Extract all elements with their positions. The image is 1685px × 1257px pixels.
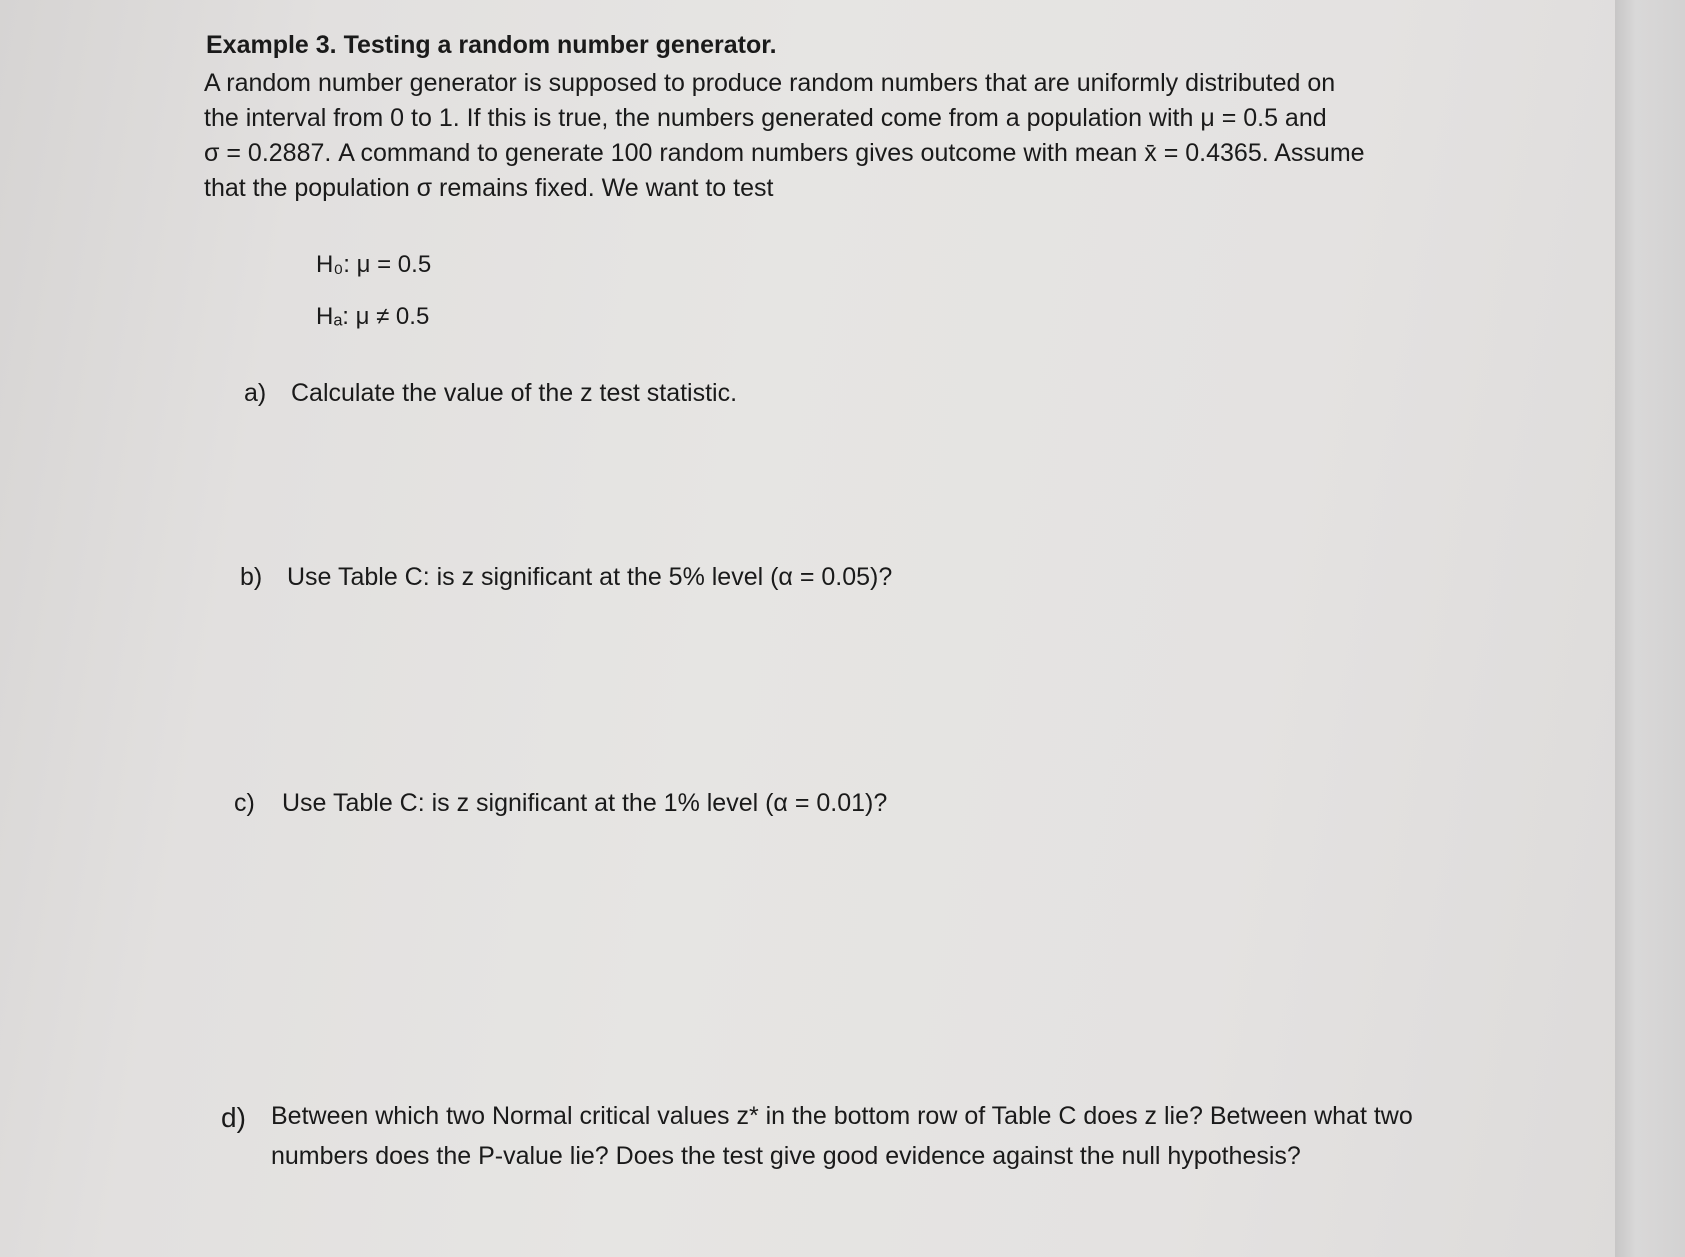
question-d-letter: d) — [221, 1102, 246, 1133]
question-a-letter: a) — [244, 379, 267, 407]
intro-line-1: A random number generator is supposed to produce random numbers that are uniformly distributed on — [204, 69, 1336, 97]
intro-line-3: σ = 0.2887. A command to generate 100 random numbers gives outcome with mean x̄ = 0.4365. Assume — [204, 139, 1365, 167]
question-b-letter: b) — [240, 563, 263, 591]
question-d-text: Between which two Normal critical values z* in the bottom row of Table C does z lie? Between what two numbers does the P-value lie? Does the test give good evidence against the null hypothesis? — [271, 1102, 1413, 1170]
question-c-text: Use Table C: is z significant at the 1% level (α = 0.01)? — [282, 789, 888, 817]
intro-line-4: that the population σ remains fixed. We want to test — [204, 174, 774, 202]
question-c-letter: c) — [234, 789, 255, 817]
question-a-text: Calculate the value of the z test statistic. — [291, 379, 738, 407]
alternative-hypothesis: Hₐ: μ ≠ 0.5 — [316, 303, 430, 330]
background-surface — [1615, 0, 1685, 1257]
example-title: Example 3. Testing a random number generator. — [206, 31, 777, 59]
question-b-text: Use Table C: is z significant at the 5% level (α = 0.05)? — [287, 563, 893, 591]
null-hypothesis: H₀: μ = 0.5 — [316, 251, 432, 278]
intro-line-2: the interval from 0 to 1. If this is true, the numbers generated come from a population with μ = 0.5 and — [204, 104, 1327, 132]
